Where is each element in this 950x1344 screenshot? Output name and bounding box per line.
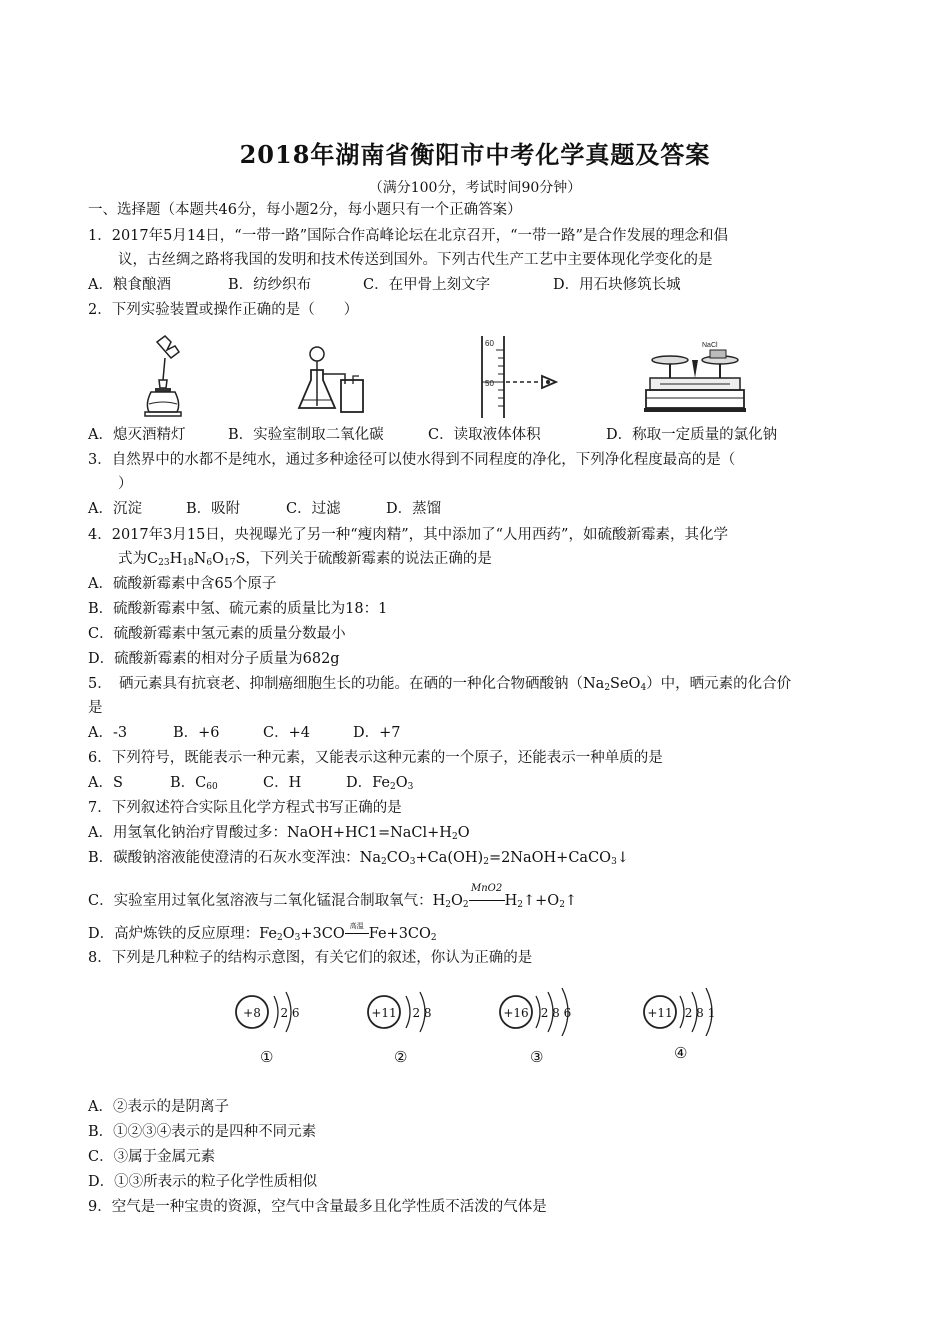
co2-apparatus-figure bbox=[295, 340, 375, 420]
q1-option-a: A．粮食酿酒 bbox=[88, 277, 171, 293]
q2-option-c: C．读取液体体积 bbox=[428, 427, 541, 443]
svg-text:+11: +11 bbox=[647, 1006, 673, 1020]
q5-stem-line1: 5． 硒元素具有抗衰老、抑制癌细胞生长的功能。在硒的一种化合物硒酸钠$(Na_2SeO_4)$中，晒元素的化合价 bbox=[88, 676, 792, 693]
balance-figure bbox=[640, 336, 750, 416]
page-subtitle: （满分100分，考试时间90分钟） bbox=[368, 180, 582, 196]
q9-stem: 9．空气是一种宝贵的资源，空气中含量最多且化学性质不活泼的气体是 bbox=[88, 1199, 547, 1215]
section-heading: 一、选择题（本题共46分，每小题2分，每小题只有一个正确答案） bbox=[88, 202, 522, 218]
q7-option-b: B．碳酸钠溶液能使澄清的石灰水变浑浊：$Na_2CO_3+Ca(OH)_2=2NaOH+CaCO_3↓$ bbox=[88, 850, 629, 867]
q2-option-a: A．熄灭酒精灯 bbox=[88, 427, 186, 443]
q3-option-a: A．沉淀 bbox=[88, 501, 142, 517]
svg-text:2 6: 2 6 bbox=[280, 1006, 300, 1020]
alcohol-lamp-figure bbox=[135, 332, 205, 422]
q6-stem: 6．下列符号，既能表示一种元素，又能表示这种元素的一个原子，还能表示一种单质的是 bbox=[88, 750, 663, 766]
q5-option-a: A．-3 bbox=[88, 725, 128, 741]
q5-stem-line2: 是 bbox=[88, 700, 103, 716]
q8-option-d: D．①③所表示的粒子化学性质相似 bbox=[88, 1174, 318, 1190]
q5-option-c: C．+4 bbox=[263, 725, 310, 741]
atom-diagram-1 bbox=[232, 982, 322, 1042]
graduated-cylinder-figure bbox=[470, 332, 570, 422]
q5-option-d: D．+7 bbox=[353, 725, 401, 741]
q1-option-d: D．用石块修筑长城 bbox=[553, 277, 681, 293]
q1-stem-line1: 1．2017年5月14日，“一带一路”国际合作高峰论坛在北京召开，“一带一路”是合作发展的理念和倡 bbox=[88, 228, 728, 244]
cylinder-tick-60: 60 bbox=[485, 339, 494, 348]
svg-text:+8: +8 bbox=[243, 1006, 261, 1020]
page-title: 2018年湖南省衡阳市中考化学真题及答案 bbox=[239, 140, 711, 169]
q1-option-b: B．纺纱织布 bbox=[228, 277, 312, 293]
balance-nacl-label: NaCl bbox=[702, 342, 718, 349]
q8-stem: 8．下列是几种粒子的结构示意图，有关它们的叙述，你认为正确的是 bbox=[88, 950, 533, 966]
q1-option-c: C．在甲骨上刻文字 bbox=[363, 277, 491, 293]
q4-option-d: D．硫酸新霉素的相对分子质量为682g bbox=[88, 651, 340, 667]
q3-option-c: C．过滤 bbox=[286, 501, 341, 517]
svg-text:2 8 6: 2 8 6 bbox=[540, 1006, 572, 1020]
q7-option-a: A．用氢氧化钠治疗胃酸过多：$NaOH+HC1=NaCl+H_2O$ bbox=[88, 825, 470, 842]
atom-diagram-4 bbox=[640, 982, 740, 1042]
q2-option-d: D．称取一定质量的氯化钠 bbox=[606, 427, 778, 443]
q8-option-a: A．②表示的是阴离子 bbox=[88, 1099, 229, 1115]
svg-text:+16: +16 bbox=[503, 1006, 529, 1020]
q7-option-c: C．实验室用过氧化氢溶液与二氧化锰混合制取氧气：$H_2O_2$ MnO2 $H_2↑+O_2↑$ bbox=[88, 883, 578, 910]
atom-label-1: ① bbox=[260, 1048, 274, 1066]
q6-option-d: D．$Fe_2O_3$ bbox=[346, 775, 414, 792]
q2-option-b: B．实验室制取二氧化碳 bbox=[228, 427, 384, 443]
q3-option-b: B．吸附 bbox=[186, 501, 241, 517]
q4-stem-line2: 式为$C_{23}H_{18}N_6O_{17}S$，下列关于硫酸新霉素的说法正确的是 bbox=[118, 551, 492, 568]
atom-label-4: ④ bbox=[674, 1044, 688, 1062]
q4-option-a: A．硫酸新霉素中含65个原子 bbox=[88, 576, 277, 592]
svg-text:+11: +11 bbox=[371, 1006, 397, 1020]
q6-option-a: A．S bbox=[88, 775, 123, 791]
q8-option-b: B．①②③④表示的是四种不同元素 bbox=[88, 1124, 317, 1140]
atom-label-2: ② bbox=[394, 1048, 408, 1066]
q7-stem: 7．下列叙述符合实际且化学方程式书写正确的是 bbox=[88, 800, 402, 816]
svg-text:2 8 1: 2 8 1 bbox=[684, 1006, 716, 1020]
q7-c-catalyst-arrow: MnO2 bbox=[469, 888, 505, 901]
q7-option-d: D．高炉炼铁的反应原理：$Fe_2O_3+3CO$ 高温 $Fe+3CO_2$ bbox=[88, 922, 437, 943]
q6-option-b: B．$C_{60}$ bbox=[170, 775, 218, 792]
q3-stem-line2: ） bbox=[118, 476, 133, 492]
q4-option-c: C．硫酸新霉素中氢元素的质量分数最小 bbox=[88, 626, 346, 642]
q3-option-d: D．蒸馏 bbox=[386, 501, 442, 517]
q7-d-condition-arrow: 高温 bbox=[345, 923, 369, 934]
q5-option-b: B．+6 bbox=[173, 725, 220, 741]
q6-option-c: C．H bbox=[263, 775, 302, 791]
atom-label-3: ③ bbox=[530, 1048, 544, 1066]
q3-stem-line1: 3．自然界中的水都不是纯水，通过多种途径可以使水得到不同程度的净化，下列净化程度最高的是（ bbox=[88, 452, 736, 468]
q1-stem-line2: 议，古丝绸之路将我国的发明和技术传送到国外。下列古代生产工艺中主要体现化学变化的是 bbox=[118, 252, 713, 268]
q4-stem-line1: 4．2017年3月15日，央视曝光了另一种“瘦肉精”，其中添加了“人用西药”，如硫酸新霉素，其化学 bbox=[88, 527, 728, 543]
q2-stem: 2．下列实验装置或操作正确的是（ ） bbox=[88, 302, 359, 318]
svg-text:2 8: 2 8 bbox=[412, 1006, 432, 1020]
atom-diagram-3 bbox=[496, 982, 596, 1042]
q4-option-b: B．硫酸新霉素中氢、硫元素的质量比为18：1 bbox=[88, 601, 388, 617]
cylinder-tick-50: 50 bbox=[485, 379, 494, 388]
q8-option-c: C．③属于金属元素 bbox=[88, 1149, 216, 1165]
atom-diagram-2 bbox=[364, 982, 454, 1042]
